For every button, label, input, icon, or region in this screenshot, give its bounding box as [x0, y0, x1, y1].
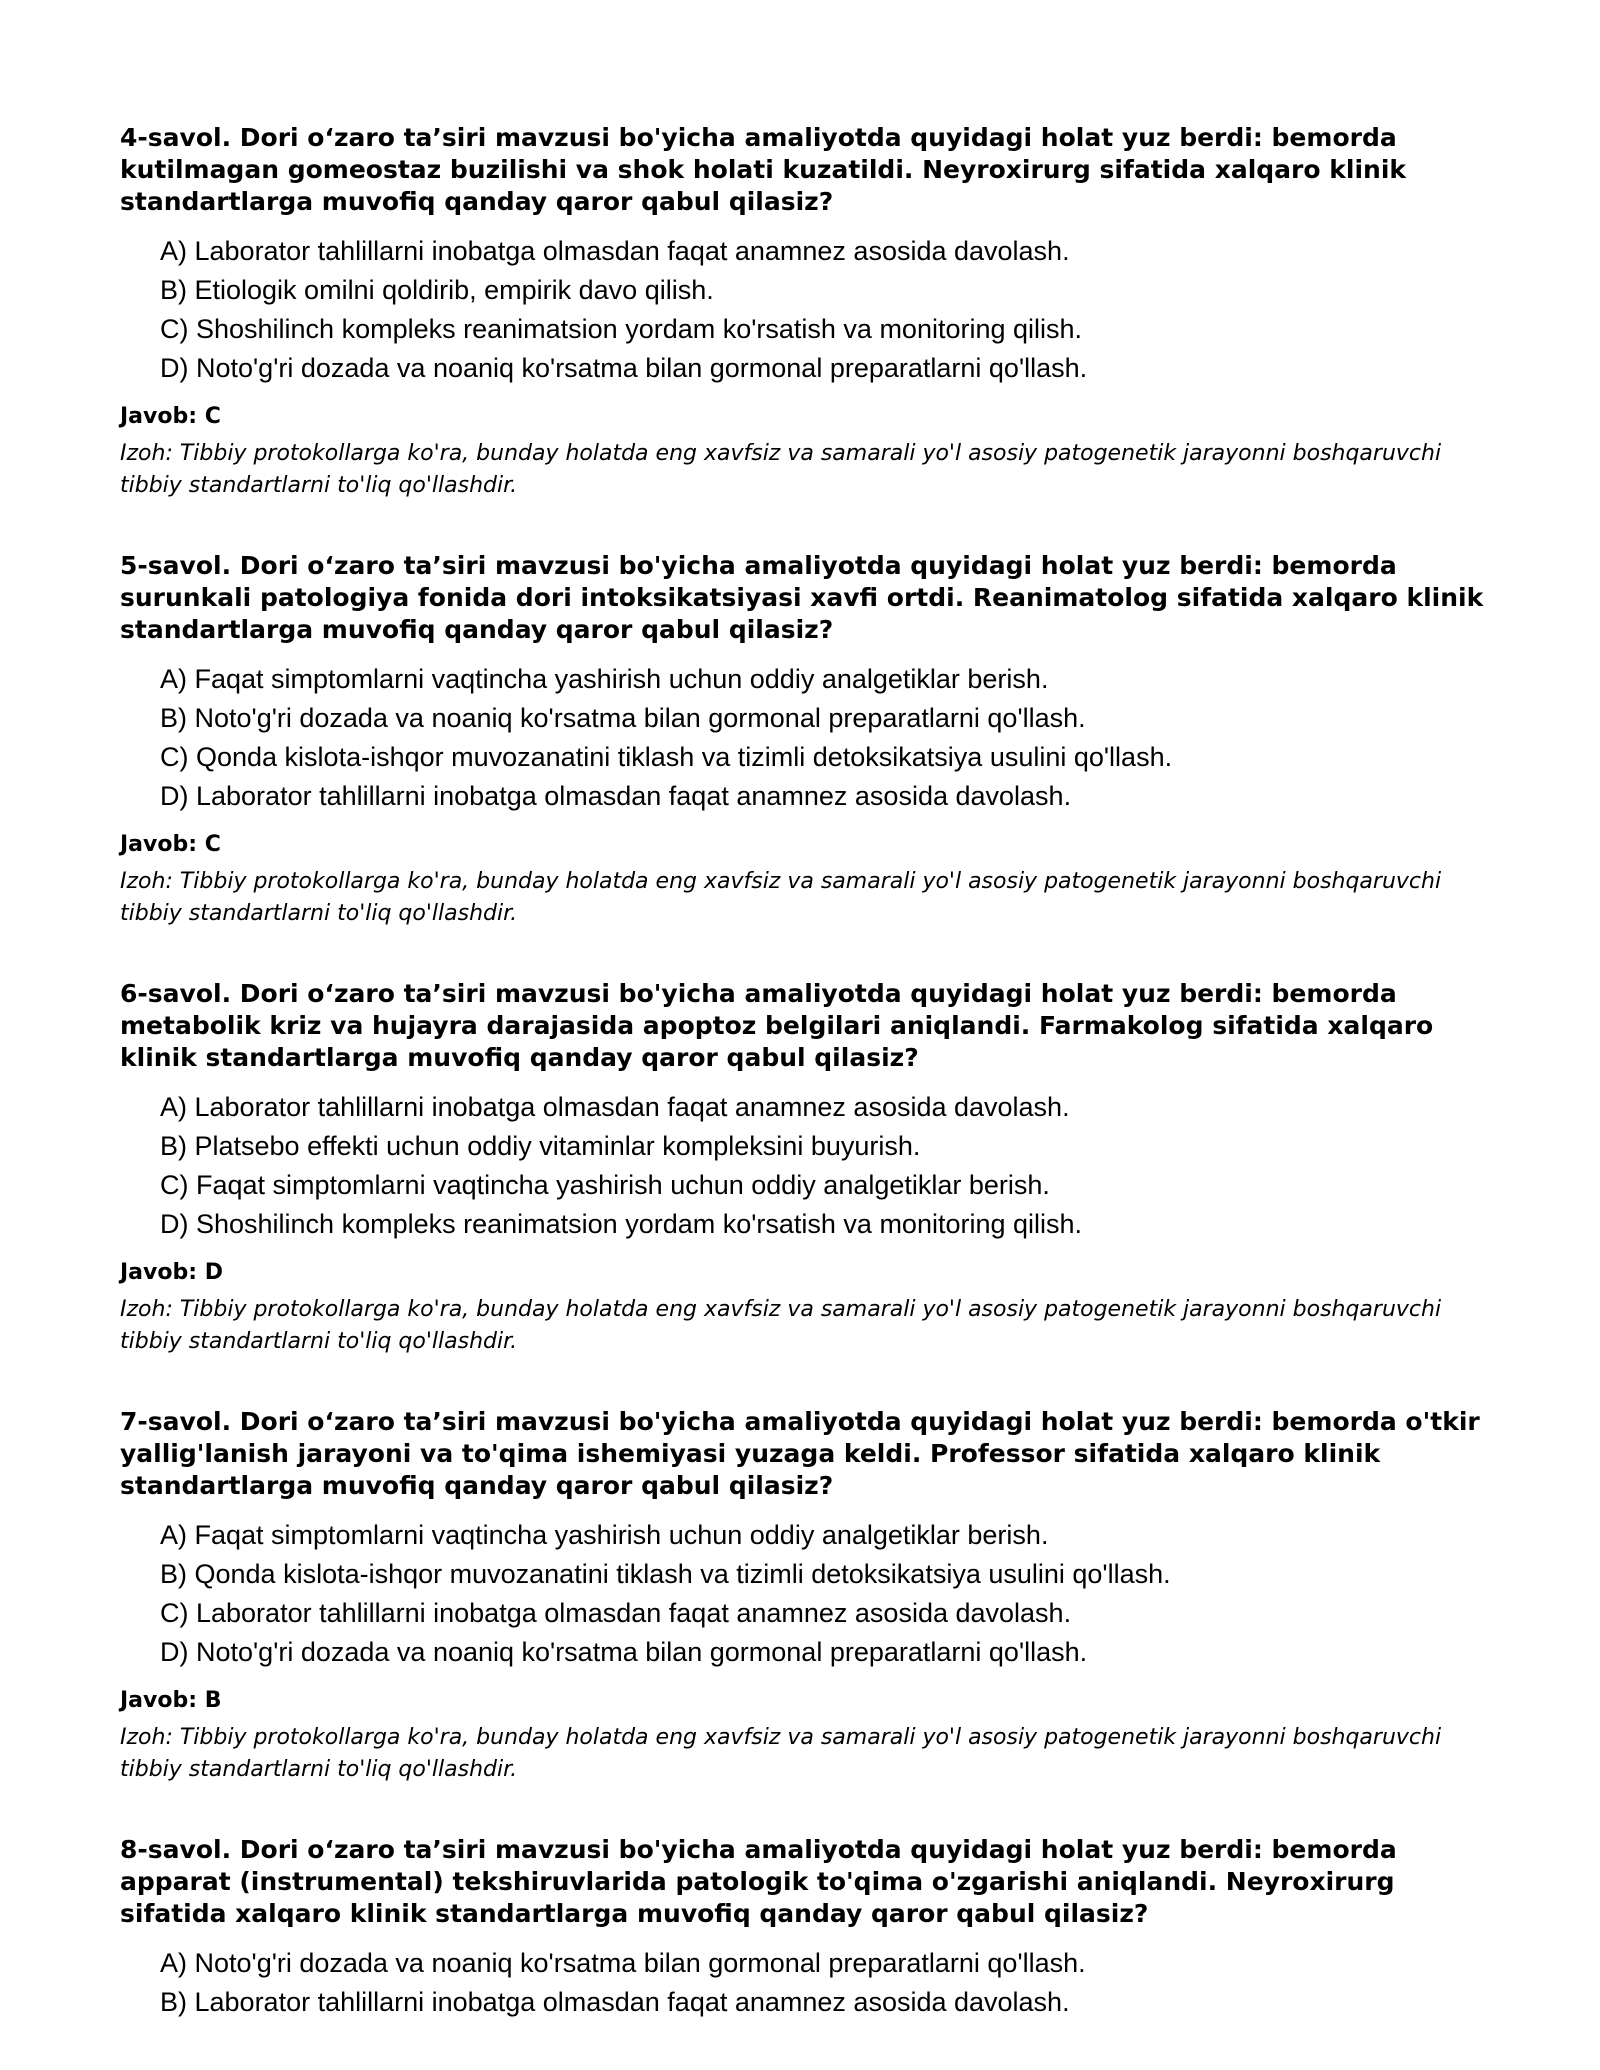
option-a: A) Laborator tahlillarni inobatga olmasdan faqat anamnez asosida davolash. [160, 236, 1070, 266]
answer-label: Javob: B [120, 1688, 222, 1713]
options-list [120, 1516, 1500, 1672]
options-list [120, 232, 1500, 388]
explanation-text: Izoh: Tibbiy protokollarga ko'ra, bunday holatda eng xavfsiz va samarali yo'l asosiy patogenetik jarayonni boshqaruvchi tibbiy standartlarni to'liq qo'llashdir. [120, 441, 1442, 498]
option-c: C) Faqat simptomlarni vaqtincha yashirish uchun oddiy analgetiklar berish. [160, 1170, 1050, 1200]
option-a: A) Noto'g'ri dozada va noaniq ko'rsatma bilan gormonal preparatlarni qo'llash. [160, 1948, 1086, 1978]
explanation-text: Izoh: Tibbiy protokollarga ko'ra, bunday holatda eng xavfsiz va samarali yo'l asosiy patogenetik jarayonni boshqaruvchi tibbiy standartlarni to'liq qo'llashdir. [120, 1297, 1442, 1354]
option-d: D) Shoshilinch kompleks reanimatsion yordam ko'rsatish va monitoring qilish. [160, 1209, 1083, 1239]
option-b: B) Noto'g'ri dozada va noaniq ko'rsatma bilan gormonal preparatlarni qo'llash. [160, 703, 1086, 733]
option-d: D) Laborator tahlillarni inobatga olmasdan faqat anamnez asosida davolash. [160, 781, 1072, 811]
answer-label: Javob: C [120, 832, 221, 857]
option-c: C) Laborator tahlillarni inobatga olmasdan faqat anamnez asosida davolash. [160, 1598, 1072, 1628]
question-block [120, 1406, 1500, 1786]
answer-label: Javob: C [120, 404, 221, 429]
option-a: A) Faqat simptomlarni vaqtincha yashirish uchun oddiy analgetiklar berish. [160, 1520, 1049, 1550]
answer-label: Javob: D [120, 1260, 223, 1285]
question-text: 7-savol. Dori o‘zaro ta’siri mavzusi bo'yicha amaliyotda quyidagi holat yuz berdi: bemorda o'tkir yallig'lanish jarayoni va to'qima ishemiyasi yuzaga keldi. Professor sifatida xalqaro klinik standartlarga muvofiq qanday qaror qabul qilasiz? [120, 1407, 1480, 1500]
option-c: C) Qonda kislota-ishqor muvozanatini tiklash va tizimli detoksikatsiya usulini qo'llash. [160, 742, 1173, 772]
option-d: D) Noto'g'ri dozada va noaniq ko'rsatma bilan gormonal preparatlarni qo'llash. [160, 353, 1088, 383]
option-b: B) Platsebo effekti uchun oddiy vitaminlar kompleksini buyurish. [160, 1131, 921, 1161]
question-text: 5-savol. Dori o‘zaro ta’siri mavzusi bo'yicha amaliyotda quyidagi holat yuz berdi: bemorda surunkali patologiya fonida dori intoksikatsiyasi xavfi ortdi. Reanimatolog sifatida xalqaro klinik standartlarga muvofiq qanday qaror qabul qilasiz? [120, 551, 1484, 644]
option-c: C) Shoshilinch kompleks reanimatsion yordam ko'rsatish va monitoring qilish. [160, 314, 1083, 344]
question-text: 4-savol. Dori o‘zaro ta’siri mavzusi bo'yicha amaliyotda quyidagi holat yuz berdi: bemorda kutilmagan gomeostaz buzilishi va shok holati kuzatildi. Neyroxirurg sifatida xalqaro klinik standartlarga muvofiq qanday qaror qabul qilasiz? [120, 123, 1407, 216]
option-b: B) Laborator tahlillarni inobatga olmasdan faqat anamnez asosida davolash. [160, 1987, 1070, 2017]
question-block [120, 550, 1500, 930]
question-block [120, 1834, 1500, 2022]
question-text: 6-savol. Dori o‘zaro ta’siri mavzusi bo'yicha amaliyotda quyidagi holat yuz berdi: bemorda metabolik kriz va hujayra darajasida apoptoz belgilari aniqlandi. Farmakolog sifatida xalqaro klinik standartlarga muvofiq qanday qaror qabul qilasiz? [120, 979, 1434, 1072]
options-list [120, 1944, 1500, 2022]
explanation-text: Izoh: Tibbiy protokollarga ko'ra, bunday holatda eng xavfsiz va samarali yo'l asosiy patogenetik jarayonni boshqaruvchi tibbiy standartlarni to'liq qo'llashdir. [120, 869, 1442, 926]
options-list [120, 1088, 1500, 1244]
options-list [120, 660, 1500, 816]
option-a: A) Faqat simptomlarni vaqtincha yashirish uchun oddiy analgetiklar berish. [160, 664, 1049, 694]
document-page [120, 122, 1500, 2070]
explanation-text: Izoh: Tibbiy protokollarga ko'ra, bunday holatda eng xavfsiz va samarali yo'l asosiy patogenetik jarayonni boshqaruvchi tibbiy standartlarni to'liq qo'llashdir. [120, 1725, 1442, 1782]
question-block [120, 978, 1500, 1358]
option-a: A) Laborator tahlillarni inobatga olmasdan faqat anamnez asosida davolash. [160, 1092, 1070, 1122]
option-d: D) Noto'g'ri dozada va noaniq ko'rsatma bilan gormonal preparatlarni qo'llash. [160, 1637, 1088, 1667]
question-text: 8-savol. Dori o‘zaro ta’siri mavzusi bo'yicha amaliyotda quyidagi holat yuz berdi: bemorda apparat (instrumental) tekshiruvlarida patologik to'qima o'zgarishi aniqlandi. Neyroxirurg sifatida xalqaro klinik standartlarga muvofiq qanday qaror qabul qilasiz? [120, 1835, 1397, 1928]
option-b: B) Etiologik omilni qoldirib, empirik davo qilish. [160, 275, 714, 305]
question-block [120, 122, 1500, 502]
option-b: B) Qonda kislota-ishqor muvozanatini tiklash va tizimli detoksikatsiya usulini qo'llash. [160, 1559, 1171, 1589]
